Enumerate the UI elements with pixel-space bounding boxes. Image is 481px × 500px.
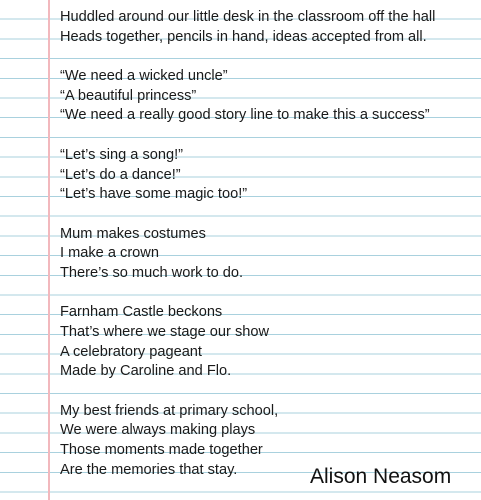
stanza-gap	[60, 126, 435, 146]
poem	[60, 8, 435, 481]
poem-line: We were always making plays	[60, 422, 256, 439]
stanza-gap	[60, 284, 435, 304]
poem-line: Heads together, pencils in hand, ideas accepted from all.	[60, 28, 427, 45]
margin-line	[48, 0, 50, 500]
stanza-gap	[60, 205, 435, 225]
poem-line: There’s so much work to do.	[60, 264, 244, 281]
poem-line: I make a crown	[60, 245, 159, 262]
poem-line: “A beautiful princess”	[60, 87, 197, 104]
poem-line: “We need a wicked uncle”	[60, 68, 228, 85]
poem-line: Are the memories that stay.	[60, 461, 238, 478]
poem-line: My best friends at primary school,	[60, 402, 279, 419]
poem-line: That’s where we stage our show	[60, 324, 270, 340]
poem-line: “Let’s do a dance!”	[60, 166, 181, 183]
author-name: Alison Neasom	[310, 465, 452, 488]
poem-line: Farnham Castle beckons	[60, 304, 223, 321]
stanza-gap	[60, 382, 435, 402]
poem-line: “Let’s sing a song!”	[60, 146, 184, 163]
poem-line: Mum makes costumes	[60, 225, 206, 242]
stanza-gap	[60, 47, 435, 67]
poem-line: “Let’s have some magic too!”	[60, 186, 248, 203]
poem-line: A celebratory pageant	[60, 343, 202, 360]
poem-line: Huddled around our little desk in the classroom off the hall	[60, 9, 436, 25]
poem-line: “We need a really good story line to make this a success”	[60, 107, 430, 124]
poem-line: Those moments made together	[60, 442, 263, 459]
poem-line: Made by Caroline and Flo.	[60, 363, 232, 380]
